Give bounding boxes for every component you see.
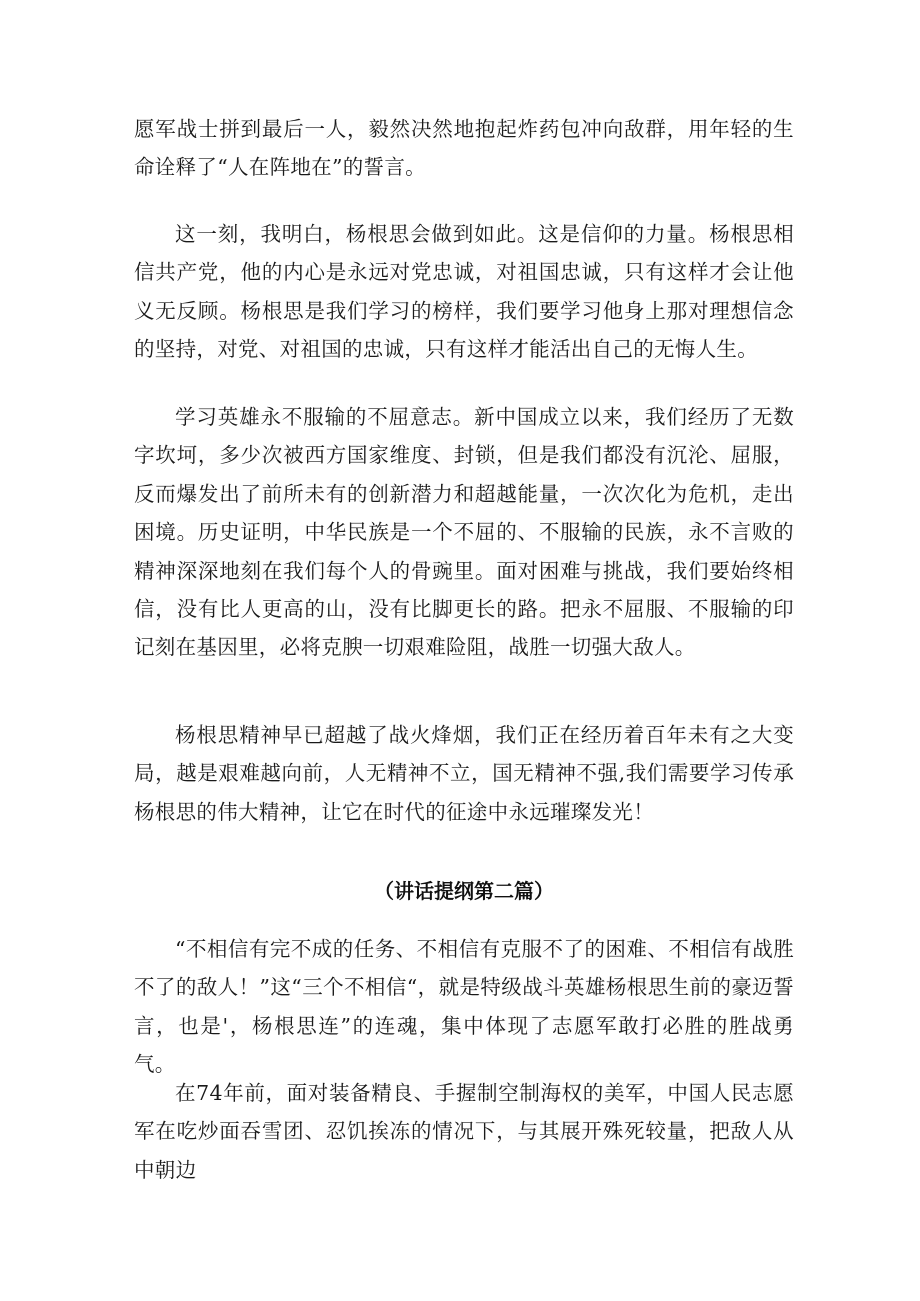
paragraph-74-years-ago: 在74年前，面对装备精良、手握制空制海权的美军，中国人民志愿军在吃炒面吞雪团、忍饥挨冻的情况下，与其展开殊死较量，把敌人从中朝边 [134, 1081, 794, 1182]
paragraph-three-disbeliefs: “不相信有完不成的任务、不相信有克服不了的困难、不相信有战胜不了的敌人！”这“三个不相信“，就是特级战斗英雄杨根思生前的豪迈誓言，也是'，杨根思连”的连魂，集中体现了志愿军敢打必胜的胜战勇气。 [134, 937, 794, 1077]
paragraph-spirit: 杨根思精神早已超越了战火烽烟，我们正在经历着百年未有之大变局，越是艰难越向前，人无精神不立，国无精神不强,我们需要学习传承杨根思的伟大精神，让它在时代的征途中永远璀璨发光！ [134, 723, 794, 824]
paragraph-unyielding-will: 学习英雄永不服输的不屈意志。新中国成立以来，我们经历了无数字坎坷，多少次被西方国家维度、封锁，但是我们都没有沉沦、屈服，反而爆发出了前所未有的创新潜力和超越能量，一次次化为危机，走出困境。历史证明，中华民族是一个不屈的、不服输的民族，永不言败的精神深深地刻在我们每个人的骨豌里。面对困难与挑战，我们要始终相信，没有比人更高的山，没有比脚更长的路。把永不屈服、不服输的印记刻在基因里，必将克腴一切艰难险阻，战胜一切强大敌人。 [134, 405, 794, 660]
paragraph-faith: 这一刻，我明白，杨根思会做到如此。这是信仰的力量。杨根思相信共产党，他的内心是永远对党忠诚，对祖国忠诚，只有这样才会让他义无反顾。杨根思是我们学习的榜样，我们要学习他身上那对理想信念的坚持，对党、对祖国的忠诚，只有这样才能活出自己的无悔人生。 [134, 222, 794, 362]
section-heading: （讲话提纲第二篇） [374, 879, 554, 903]
paragraph-continued: 愿军战士拼到最后一人，毅然决然地抱起炸药包冲向敌群，用年轻的生命诠释了“人在阵地在”的誓言。 [134, 117, 794, 180]
